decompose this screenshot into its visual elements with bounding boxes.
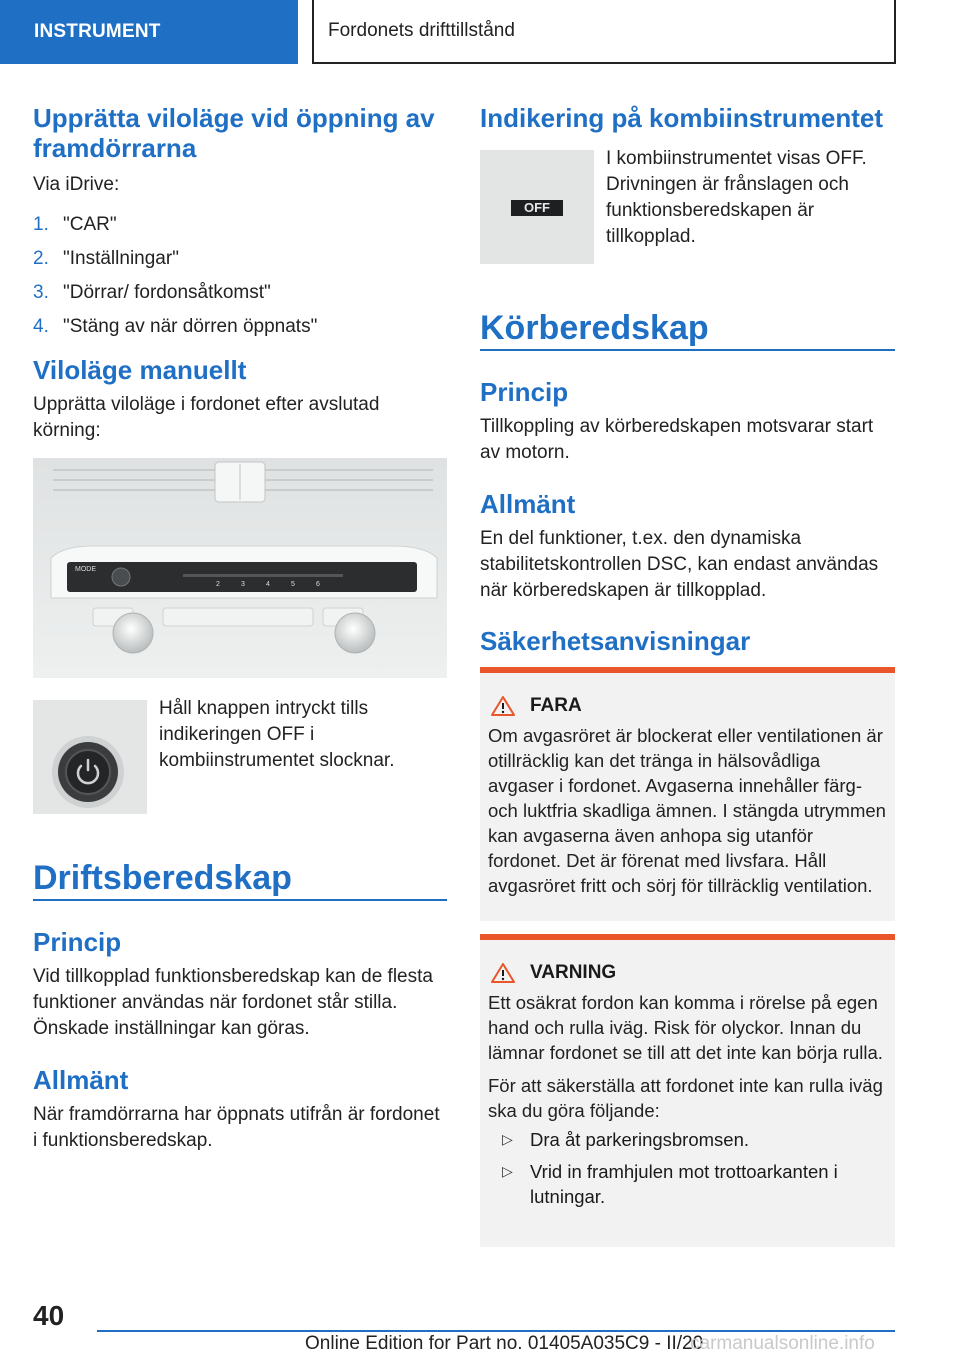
edition-text: Online Edition for Part no. 01405A035C9 - II/20	[305, 1333, 704, 1354]
idrive-steps	[33, 208, 447, 344]
danger-title	[488, 695, 887, 717]
off-indicator-image	[480, 150, 594, 264]
warning-text-2: För att säkerställa att fordonet inte kan rulla iväg ska du göra följande:	[488, 1075, 883, 1121]
footer-rule	[97, 1330, 895, 1332]
watermark: carmanualsonline.info	[690, 1333, 875, 1354]
via-idrive-text: Via iDrive:	[33, 174, 120, 195]
danger-box	[480, 667, 895, 921]
heading-drift: Driftsberedskap	[33, 859, 292, 897]
heading-rule	[33, 899, 447, 901]
heading-princip-left: Princip	[33, 927, 122, 957]
power-button-illustration	[33, 700, 147, 814]
section-tab: INSTRUMENT	[0, 0, 298, 64]
warning-text-1: Ett osäkrat fordon kan komma i rörelse på egen hand och rulla iväg. Risk för olyckor. Innan du lämnar fordonet se till att det inte kan börja rulla.	[488, 992, 883, 1063]
princip-text-right: Tillkoppling av körberedskapen motsvarar start av motorn.	[480, 416, 874, 463]
list-item: ▷ Dra åt parkeringsbromsen.	[502, 1129, 750, 1150]
radio-console-image	[33, 458, 447, 678]
danger-label: FARA	[530, 695, 582, 716]
preset-label: 4	[266, 581, 270, 588]
preset-label: 2	[216, 581, 220, 588]
heading-rule	[480, 349, 895, 351]
page-number: 40	[33, 1300, 65, 1331]
indik-text: I kombiinstrumentet visas OFF. Drivningen är frånslagen och funktionsberedskapen är tillkopplad.	[606, 148, 867, 247]
danger-text: Om avgasröret är blockerat eller ventilationen är otillräcklig kan det tränga in hälsovådliga avgaser i fordonet. Avgaserna innehåller färg- och luktfria skadliga ämnen. I stängda utrymmen kan avgaserna även anhopa sig utanför fordonet. Det är förenat med livsfara. Håll avgasröret fritt och sörj för tillräcklig ventilation.	[488, 725, 886, 896]
heading-korb: Körberedskap	[480, 309, 709, 347]
preset-label: 6	[316, 581, 320, 588]
triangle-bullet-icon: ▷	[502, 1163, 513, 1179]
list-item: 4. "Stäng av när dörren öppnats"	[33, 316, 318, 337]
power-button-image	[33, 700, 147, 814]
warning-bullets	[488, 1127, 887, 1209]
warning-box	[480, 934, 895, 1247]
triangle-bullet-icon: ▷	[502, 1131, 513, 1147]
warning-label: VARNING	[530, 962, 617, 983]
heading-rest-manual: Viloläge manuellt	[33, 355, 247, 385]
hold-button-text: Håll knappen intryckt tills indikeringen OFF i kombiinstrumentet slocknar.	[159, 698, 395, 771]
preset-label: 5	[291, 581, 295, 588]
allmant-text-right: En del funktioner, t.ex. den dynamiska stabilitetskontrollen DSC, kan endast användas när körberedskapen är tillkopplad.	[480, 528, 879, 601]
warning-triangle-icon	[490, 962, 516, 984]
list-item: ▷ Vrid in framhjulen mot trottoarkanten i lutningar.	[502, 1161, 838, 1207]
mode-label: MODE	[75, 566, 96, 573]
radio-knobs	[33, 598, 447, 678]
list-item: 3. "Dörrar/ fordonsåtkomst"	[33, 282, 271, 303]
warning-title	[488, 962, 887, 984]
list-item: 2. "Inställningar"	[33, 248, 179, 269]
preset-label: 3	[241, 581, 245, 588]
heading-indik: Indikering på kombiinstrumentet	[480, 103, 884, 133]
chapter-title: Fordonets drifttillstånd	[312, 0, 896, 64]
warning-triangle-icon	[490, 695, 516, 717]
heading-princip-right: Princip	[480, 377, 569, 407]
list-item: 1. "CAR"	[33, 214, 117, 235]
allmant-text-left: När framdörrarna har öppnats utifrån är fordonet i funktionsberedskap.	[33, 1104, 440, 1151]
heading-allmant-left: Allmänt	[33, 1065, 129, 1095]
heading-rest-doors: Upprätta viloläge vid öppning av framdörrarna	[33, 103, 435, 163]
princip-text-left: Vid tillkopplad funktionsberedskap kan de flesta funktioner användas när fordonet står stilla. Önskade inställningar kan göras.	[33, 966, 433, 1039]
off-indicator-label: OFF	[511, 200, 563, 216]
heading-allmant-right: Allmänt	[480, 489, 576, 519]
rest-manual-text: Upprätta viloläge i fordonet efter avslutad körning:	[33, 394, 380, 441]
heading-safety: Säkerhetsanvisningar	[480, 626, 751, 656]
